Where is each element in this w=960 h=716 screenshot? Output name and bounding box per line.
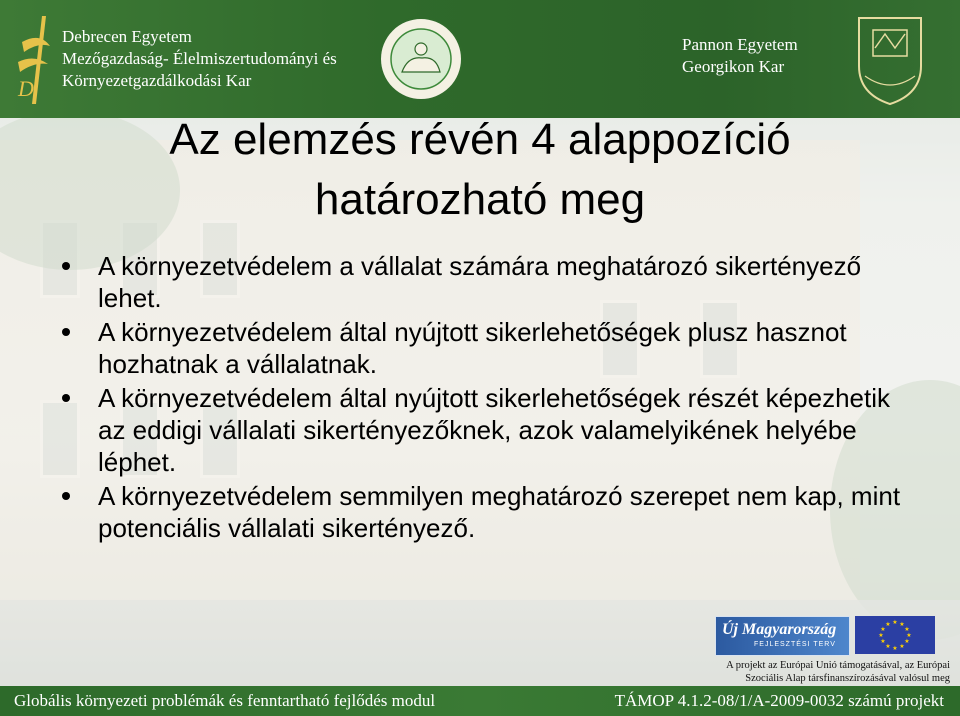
svg-text:★: ★ — [878, 632, 884, 639]
slide-title-line2: határozható meg — [314, 175, 646, 224]
list-item — [62, 250, 912, 314]
list-item — [62, 382, 912, 478]
right-institution-line1: Pannon Egyetem — [682, 35, 798, 54]
svg-text:★: ★ — [906, 632, 912, 639]
bullet-icon — [62, 328, 70, 336]
right-institution — [682, 34, 798, 78]
ud-emblem-icon — [12, 12, 54, 108]
right-institution-line2: Georgikon Kar — [682, 57, 785, 76]
umft-logo — [715, 616, 850, 656]
svg-text:★: ★ — [899, 621, 905, 628]
bullet-icon — [62, 492, 70, 500]
funding-notice-line1: A projekt az Európai Unió támogatásával, az Európai — [726, 660, 950, 671]
bullet-text: A környezetvédelem által nyújtott sikerlehetőségek részét képezhetik az eddigi vállalati sikertényezőknek, azok valamelyikének helyébe léphet. — [98, 383, 890, 477]
bullet-text: A környezetvédelem semmilyen meghatározó szerepet nem kap, mint potenciális vállalati sikertényező. — [98, 481, 901, 543]
faculty-seal-icon — [378, 16, 464, 102]
list-item — [62, 480, 912, 544]
left-institution-line1: Debrecen Egyetem — [62, 27, 192, 46]
footer-project-id: TÁMOP 4.1.2-08/1/A-2009-0032 számú projekt — [614, 691, 944, 710]
left-institution — [62, 26, 337, 92]
footer-band — [0, 686, 960, 716]
pannon-crest-icon — [845, 10, 935, 108]
svg-text:★: ★ — [885, 643, 891, 650]
eu-flag-icon — [855, 616, 935, 654]
left-institution-line3: Környezetgazdálkodási Kar — [62, 71, 252, 90]
svg-text:★: ★ — [885, 621, 891, 628]
svg-text:★: ★ — [880, 626, 886, 633]
list-item — [62, 316, 912, 380]
bullet-list — [62, 250, 912, 546]
bullet-text: A környezetvédelem által nyújtott sikerlehetőségek plusz hasznot hozhatnak a vállalatnak. — [98, 317, 847, 379]
svg-text:★: ★ — [904, 638, 910, 645]
svg-text:★: ★ — [892, 645, 898, 652]
bullet-icon — [62, 394, 70, 402]
svg-text:★: ★ — [899, 643, 905, 650]
svg-text:D: D — [18, 76, 34, 101]
slide-title — [40, 110, 920, 230]
footer-module-title: Globális környezeti problémák és fenntartható fejlődés modul — [14, 691, 436, 710]
header-band — [0, 0, 960, 118]
umft-brand: Új Magyarország — [722, 621, 837, 638]
slide-title-line1: Az elemzés révén 4 alappozíció — [169, 115, 791, 164]
svg-text:★: ★ — [904, 626, 910, 633]
funding-notice — [700, 659, 950, 685]
left-institution-line2: Mezőgazdaság- Élelmiszertudományi és — [62, 49, 337, 68]
bullet-icon — [62, 262, 70, 270]
funding-notice-line2: Szociális Alap társfinanszírozásával valósul meg — [745, 673, 950, 684]
bullet-text: A környezetvédelem a vállalat számára meghatározó sikertényező lehet. — [98, 251, 862, 313]
svg-text:★: ★ — [892, 619, 898, 626]
umft-subtitle: FEJLESZTÉSI TERV — [754, 641, 836, 648]
svg-text:★: ★ — [880, 638, 886, 645]
